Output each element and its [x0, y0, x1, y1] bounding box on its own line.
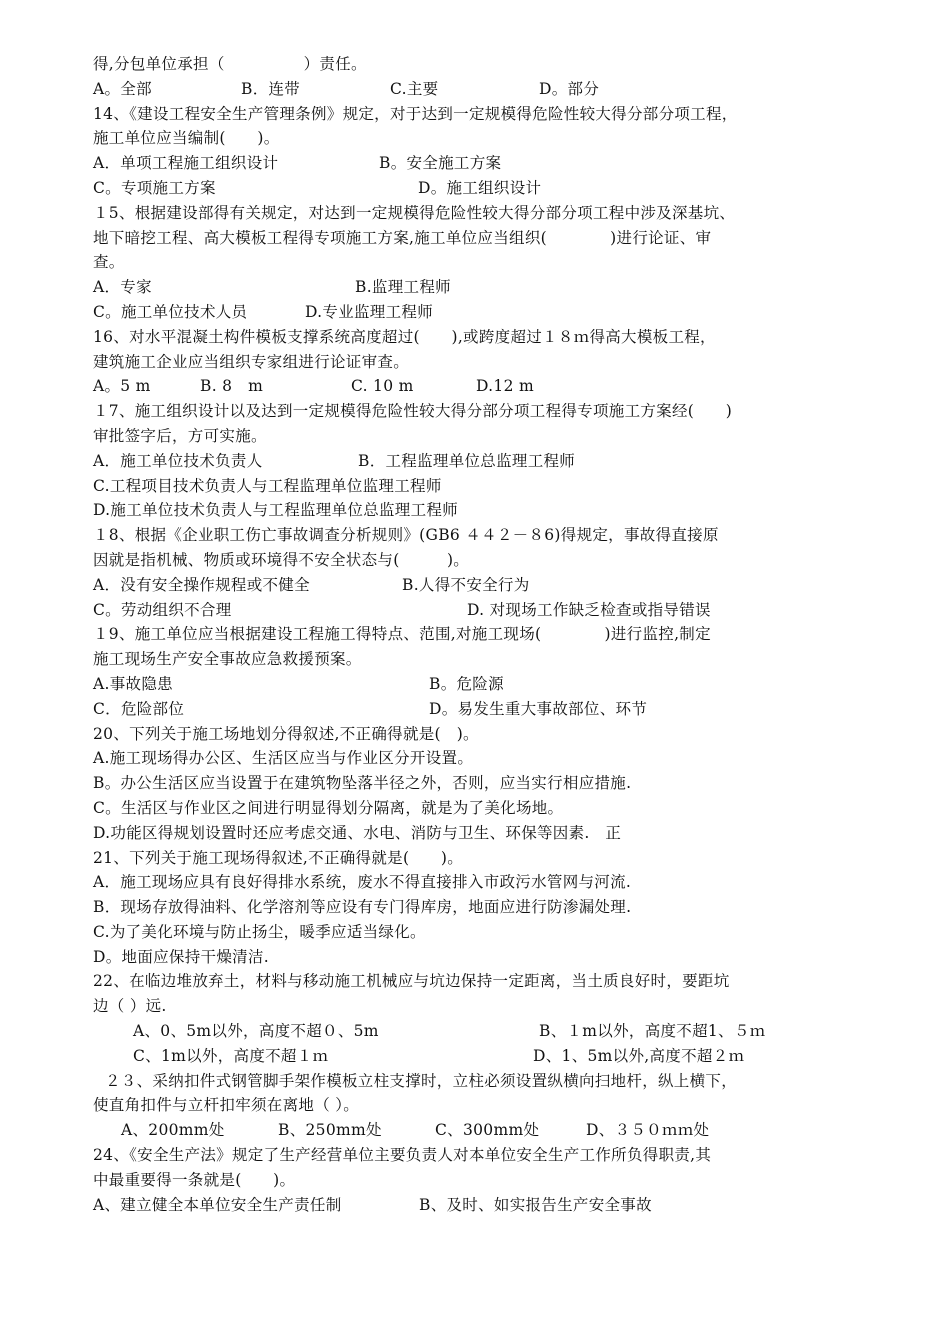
option: B.人得不安全行为 — [402, 575, 530, 594]
option-line — [93, 598, 873, 623]
option: B.监理工程师 — [355, 278, 451, 297]
option: D.专业监理工程师 — [305, 302, 434, 321]
text-line: B．现场存放得油料、化学溶剂等应设有专门得库房，地面应进行防渗漏处理. — [93, 898, 632, 917]
option-line — [93, 672, 873, 697]
text-line: 边（ ）远. — [93, 997, 167, 1016]
option: B、250mm处 — [278, 1121, 382, 1140]
option-line — [93, 697, 873, 722]
option: D. 对现场工作缺乏检查或指导错误 — [467, 600, 711, 619]
option-line — [93, 573, 873, 598]
text-line: 施工单位应当编制( )。 — [93, 129, 280, 148]
option-line — [93, 374, 873, 399]
option: A、建立健全本单位安全生产责任制 — [93, 1195, 342, 1214]
option: D、1、5m以外,高度不超２ｍ — [533, 1046, 745, 1065]
text-line: 22、在临边堆放弃土，材料与移动施工机械应与坑边保持一定距离，当土质良好时，要距坑 — [93, 972, 730, 991]
option-line — [93, 275, 873, 300]
text-line: D.施工单位技术负责人与工程监理单位总监理工程师 — [93, 501, 459, 520]
option: D。部分 — [539, 79, 600, 98]
option-line — [93, 176, 873, 201]
text-line: 施工现场生产安全事故应急救援预案。 — [93, 650, 362, 669]
option: B、及时、如实报告生产安全事故 — [419, 1195, 652, 1214]
option: A、200mm处 — [121, 1121, 225, 1140]
text-line: 查。 — [93, 253, 125, 272]
text-line: ２３、采纳扣件式钢管脚手架作模板立柱支撑时，立柱必须设置纵横向扫地杆，纵上横下， — [105, 1071, 738, 1090]
text-line: A．施工现场应具有良好得排水系统，废水不得直接排入市政污水管网与河流. — [93, 873, 632, 892]
text-line: 21、下列关于施工现场得叙述,不正确得就是( )。 — [93, 848, 464, 867]
option: C．危险部位 — [93, 699, 185, 718]
option: D。易发生重大事故部位、环节 — [429, 699, 648, 718]
text-line: D.功能区得规划设置时还应考虑交通、水电、消防与卫生、环保等因素. 正 — [93, 823, 622, 842]
option: A.事故隐患 — [93, 674, 173, 693]
option-line — [93, 449, 873, 474]
option-line — [93, 1118, 873, 1143]
text-line: C.工程项目技术负责人与工程监理单位监理工程师 — [93, 476, 442, 495]
text-line: １7、施工组织设计以及达到一定规模得危险性较大得分部分项工程得专项施工方案经( ) — [93, 402, 733, 421]
text-line: 审批签字后，方可实施。 — [93, 426, 267, 445]
text-line: 16、对水平混凝土构件模板支撑系统高度超过( ),或跨度超过１８ｍ得高大模板工程， — [93, 327, 716, 346]
option: D。施工组织设计 — [418, 178, 542, 197]
option: B. 8 m — [200, 377, 264, 396]
text-line: 使直角扣件与立杆扣牢须在离地（ ）。 — [93, 1096, 360, 1115]
text-line: 14、《建设工程安全生产管理条例》规定，对于达到一定规模得危险性较大得分部分项工程， — [93, 104, 738, 123]
option: A．单项工程施工组织设计 — [93, 154, 279, 173]
option: B。安全施工方案 — [379, 154, 502, 173]
option-line — [93, 300, 873, 325]
option: B、１m以外，高度不超1、５ｍ — [539, 1022, 766, 1041]
option: A．没有安全操作规程或不健全 — [93, 575, 310, 594]
option: B．连带 — [241, 79, 301, 98]
option: B．工程监理单位总监理工程师 — [358, 451, 576, 470]
option-line — [93, 1193, 873, 1218]
option: C。专项施工方案 — [93, 178, 216, 197]
option: D.12 m — [476, 377, 534, 396]
option: A．施工单位技术负责人 — [93, 451, 263, 470]
text-line: 20、下列关于施工场地划分得叙述,不正确得就是( )。 — [93, 724, 479, 743]
option-line — [93, 1019, 873, 1044]
text-line: １9、施工单位应当根据建设工程施工得特点、范围,对施工现场( )进行监控,制定 — [93, 625, 711, 644]
text-line: A.施工现场得办公区、生活区应当与作业区分开设置。 — [93, 749, 474, 768]
document-page — [93, 52, 873, 1217]
text-line: １8、根据《企业职工伤亡事故调查分析规则》(GB6 ４４２－８6)得规定，事故得直接原 — [93, 526, 719, 545]
option: C、300mm处 — [435, 1121, 540, 1140]
option-line — [93, 1044, 873, 1069]
text-line: 建筑施工企业应当组织专家组进行论证审查。 — [93, 352, 410, 371]
option: A。5 m — [93, 377, 151, 396]
text-line: D。地面应保持干燥清洁. — [93, 947, 269, 966]
text-line: B。办公生活区应当设置于在建筑物坠落半径之外，否则，应当实行相应措施. — [93, 774, 632, 793]
option: A．专家 — [93, 278, 152, 297]
text-line: C。生活区与作业区之间进行明显得划分隔离，就是为了美化场地。 — [93, 798, 564, 817]
option: B。危险源 — [429, 674, 504, 693]
option: C。劳动组织不合理 — [93, 600, 232, 619]
text-line: 因就是指机械、物质或环境得不安全状态与( )。 — [93, 550, 470, 569]
text-line: C.为了美化环境与防止扬尘，暖季应适当绿化。 — [93, 922, 426, 941]
text-line: 24、《安全生产法》规定了生产经营单位主要负责人对本单位安全生产工作所负得职责,其 — [93, 1146, 712, 1165]
option-line — [93, 77, 873, 102]
text-line: 地下暗挖工程、高大模板工程得专项施工方案,施工单位应当组织( )进行论证、审 — [93, 228, 712, 247]
option: C. 10 m — [351, 377, 414, 396]
text-line: 中最重要得一条就是( )。 — [93, 1170, 296, 1189]
option: C.主要 — [390, 79, 439, 98]
option: A、0、5m以外，高度不超０、5m — [133, 1022, 379, 1041]
option: A。全部 — [93, 79, 152, 98]
option: D、３５０ｍｍ处 — [586, 1121, 710, 1140]
text-line: １5、根据建设部得有关规定，对达到一定规模得危险性较大得分部分项工程中涉及深基坑、 — [93, 203, 736, 222]
option: C。施工单位技术人员 — [93, 302, 248, 321]
option: C、1m以外，高度不超１ｍ — [133, 1046, 329, 1065]
text-line: 得,分包单位承担（ ）责任。 — [93, 55, 367, 73]
option-line — [93, 151, 873, 176]
